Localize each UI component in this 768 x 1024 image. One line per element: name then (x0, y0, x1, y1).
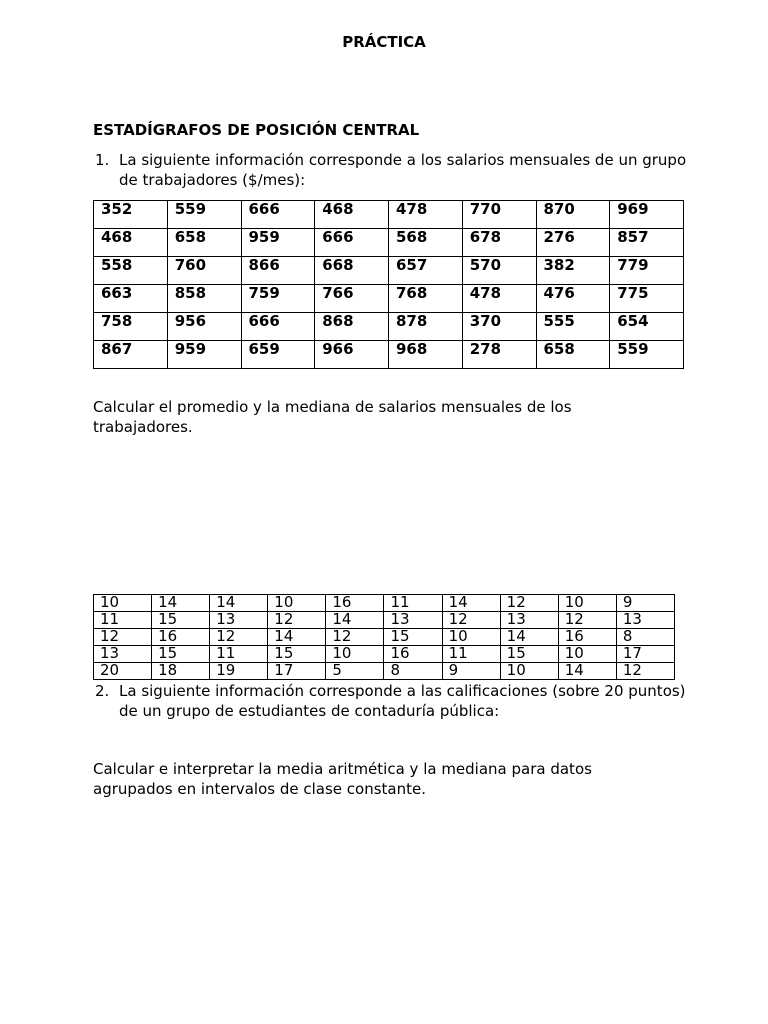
question-1-number: 1. (95, 151, 110, 169)
table-cell: 352 (94, 201, 168, 229)
table-row (94, 663, 675, 680)
table-cell: 11 (94, 612, 152, 629)
table-cell: 9 (442, 663, 500, 680)
table-cell: 16 (326, 595, 384, 612)
table-cell: 13 (210, 612, 268, 629)
table-cell: 478 (462, 285, 536, 313)
question-1-text: La siguiente información corresponde a los salarios mensuales de un grupo de trabajadores ($/mes): (119, 151, 687, 189)
table-row (94, 201, 684, 229)
table-cell: 658 (167, 229, 241, 257)
table-cell: 663 (94, 285, 168, 313)
table-cell: 16 (558, 629, 616, 646)
table-cell: 278 (462, 341, 536, 369)
table-cell: 956 (167, 313, 241, 341)
question-2-number: 2. (95, 682, 110, 700)
table-cell: 14 (442, 595, 500, 612)
table-cell: 666 (241, 201, 315, 229)
table-cell: 868 (315, 313, 389, 341)
table-cell: 13 (384, 612, 442, 629)
table-cell: 858 (167, 285, 241, 313)
table-cell: 17 (616, 646, 674, 663)
table-row (94, 257, 684, 285)
table-cell: 13 (500, 612, 558, 629)
table-cell: 276 (536, 229, 610, 257)
table-cell: 558 (94, 257, 168, 285)
instruction-2: Calcular e interpretar la media aritmética y la mediana para datos agrupados en intervalos de clase constante. (93, 760, 592, 798)
table-cell: 867 (94, 341, 168, 369)
table-cell: 14 (500, 629, 558, 646)
table-cell: 959 (241, 229, 315, 257)
table-cell: 657 (389, 257, 463, 285)
table-cell: 770 (462, 201, 536, 229)
table-cell: 382 (536, 257, 610, 285)
table-cell: 12 (500, 595, 558, 612)
table-cell: 11 (210, 646, 268, 663)
table-cell: 16 (384, 646, 442, 663)
table-cell: 866 (241, 257, 315, 285)
table-cell: 559 (610, 341, 684, 369)
table-cell: 14 (558, 663, 616, 680)
table-cell: 15 (152, 646, 210, 663)
table-cell: 857 (610, 229, 684, 257)
table-cell: 968 (389, 341, 463, 369)
table-cell: 16 (152, 629, 210, 646)
table-cell: 766 (315, 285, 389, 313)
table-cell: 768 (389, 285, 463, 313)
table-cell: 14 (326, 612, 384, 629)
table-cell: 12 (558, 612, 616, 629)
table-cell: 8 (616, 629, 674, 646)
table-cell: 870 (536, 201, 610, 229)
table-cell: 12 (616, 663, 674, 680)
table-cell: 15 (500, 646, 558, 663)
table-cell: 468 (94, 229, 168, 257)
table-cell: 10 (558, 646, 616, 663)
table-cell: 555 (536, 313, 610, 341)
table-cell: 12 (268, 612, 326, 629)
question-2 (93, 681, 693, 721)
table-cell: 668 (315, 257, 389, 285)
table-cell: 966 (315, 341, 389, 369)
table-cell: 11 (442, 646, 500, 663)
table-cell: 11 (384, 595, 442, 612)
table-cell: 779 (610, 257, 684, 285)
table-cell: 10 (442, 629, 500, 646)
table-cell: 13 (616, 612, 674, 629)
table-row (94, 629, 675, 646)
table-row (94, 646, 675, 663)
table-cell: 678 (462, 229, 536, 257)
table-cell: 14 (152, 595, 210, 612)
table-cell: 10 (268, 595, 326, 612)
table-cell: 758 (94, 313, 168, 341)
grades-table (93, 594, 675, 680)
table-cell: 10 (500, 663, 558, 680)
table-cell: 12 (326, 629, 384, 646)
table-cell: 12 (210, 629, 268, 646)
table-cell: 10 (94, 595, 152, 612)
table-row (94, 229, 684, 257)
table-row (94, 313, 684, 341)
page-title: PRÁCTICA (342, 33, 426, 51)
table-cell: 468 (315, 201, 389, 229)
table-row (94, 285, 684, 313)
table-cell: 666 (315, 229, 389, 257)
table-cell: 478 (389, 201, 463, 229)
table-cell: 759 (241, 285, 315, 313)
section-heading: ESTADÍGRAFOS DE POSICIÓN CENTRAL (93, 121, 420, 139)
table-cell: 570 (462, 257, 536, 285)
table-row (94, 341, 684, 369)
table-cell: 760 (167, 257, 241, 285)
instruction-1: Calcular el promedio y la mediana de salarios mensuales de los trabajadores. (93, 398, 572, 436)
table-cell: 659 (241, 341, 315, 369)
table-cell: 13 (94, 646, 152, 663)
table-cell: 654 (610, 313, 684, 341)
table-cell: 8 (384, 663, 442, 680)
table-cell: 476 (536, 285, 610, 313)
table-cell: 20 (94, 663, 152, 680)
table-cell: 878 (389, 313, 463, 341)
table-cell: 12 (94, 629, 152, 646)
table-cell: 666 (241, 313, 315, 341)
table-cell: 5 (326, 663, 384, 680)
table-cell: 559 (167, 201, 241, 229)
table-cell: 10 (558, 595, 616, 612)
table-cell: 568 (389, 229, 463, 257)
table-cell: 19 (210, 663, 268, 680)
table-cell: 775 (610, 285, 684, 313)
table-cell: 14 (210, 595, 268, 612)
table-cell: 370 (462, 313, 536, 341)
table-cell: 15 (384, 629, 442, 646)
question-1 (93, 150, 693, 190)
table-cell: 14 (268, 629, 326, 646)
table-cell: 10 (326, 646, 384, 663)
table-cell: 15 (268, 646, 326, 663)
table-cell: 969 (610, 201, 684, 229)
table-cell: 12 (442, 612, 500, 629)
table-cell: 17 (268, 663, 326, 680)
table-row (94, 612, 675, 629)
table-cell: 9 (616, 595, 674, 612)
question-2-text: La siguiente información corresponde a las calificaciones (sobre 20 puntos) de un grupo de estudiantes de contaduría pública: (119, 682, 686, 720)
table-row (94, 595, 675, 612)
table-cell: 18 (152, 663, 210, 680)
salaries-table (93, 200, 684, 369)
table-cell: 15 (152, 612, 210, 629)
table-cell: 959 (167, 341, 241, 369)
table-cell: 658 (536, 341, 610, 369)
